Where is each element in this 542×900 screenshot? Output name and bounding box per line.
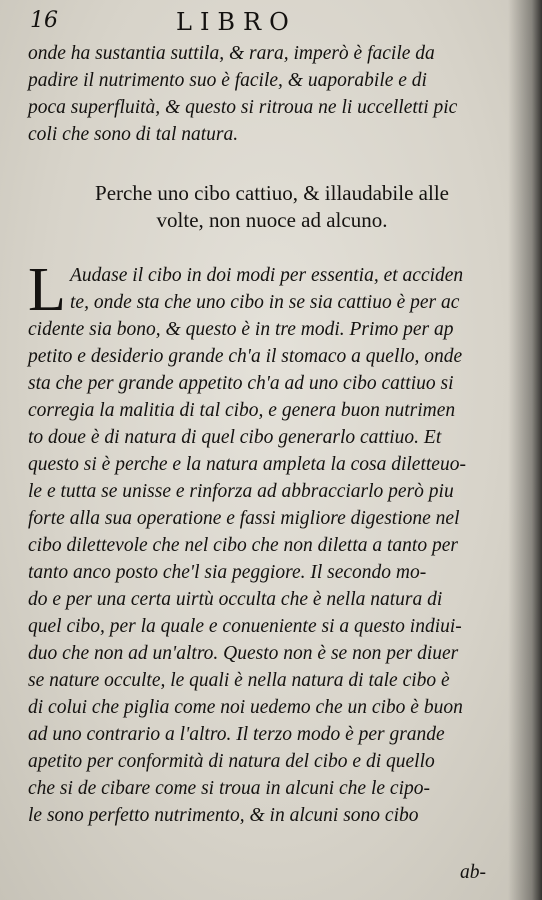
- chapter-heading: [28, 180, 516, 234]
- text-line: corregia la malitia di tal cibo, e genera buon nutrimen: [28, 400, 456, 421]
- text-line: di colui che piglia come noi uedemo che un cibo è buon: [28, 697, 463, 718]
- text-line: padire il nutrimento suo è facile, & uaporabile e di: [28, 70, 427, 91]
- text-line: quel cibo, per la quale e conueniente si a questo indiui-: [28, 616, 462, 637]
- text-line: cidente sia bono, & questo è in tre modi. Primo per ap: [28, 319, 454, 340]
- text-line: tanto anco posto che'l sia peggiore. Il secondo mo-: [28, 562, 427, 583]
- running-head: LIBRO: [176, 8, 297, 36]
- text-line: apetito per conformità di natura del cibo e di quello: [28, 751, 435, 772]
- text-line: coli che sono di tal natura.: [28, 124, 239, 145]
- catchword: ab-: [460, 862, 486, 883]
- page-header: [26, 8, 516, 34]
- text-line: to doue è di natura di quel cibo generarlo cattiuo. Et: [28, 427, 442, 448]
- text-line: poca superfluità, & questo si ritroua ne li uccelletti pic: [28, 97, 458, 118]
- text-line: forte alla sua operatione e fassi migliore digestione nel: [28, 508, 460, 529]
- top-paragraph: [28, 40, 516, 148]
- text-line: petito e desiderio grande ch'a il stomaco a quello, onde: [28, 346, 463, 367]
- drop-cap-initial: L: [28, 256, 66, 324]
- text-line: le sono perfetto nutrimento, & in alcuni sono cibo: [28, 805, 419, 826]
- page-number: 16: [30, 8, 58, 33]
- text-line: duo che non ad un'altro. Questo non è se non per diuer: [28, 643, 459, 664]
- text-line: che si de cibare come si troua in alcuni che le cipo-: [28, 778, 430, 799]
- text-line: do e per una certa uirtù occulta che è nella natura di: [28, 589, 443, 610]
- heading-line: volte, non nuoce ad alcuno.: [156, 208, 388, 232]
- heading-line: Perche uno cibo cattiuo, & illaudabile alle: [95, 181, 449, 205]
- text-line: questo si è perche e la natura ampleta la cosa diletteuo-: [28, 454, 466, 475]
- text-line: Audase il cibo in doi modi per essentia, et acciden: [70, 265, 464, 286]
- text-line: le e tutta se unisse e rinforza ad abbracciarlo però piu: [28, 481, 454, 502]
- text-line: se nature occulte, le quali è nella natura di tale cibo è: [28, 670, 450, 691]
- text-line: cibo dilettevole che nel cibo che non diletta a tanto per: [28, 535, 458, 556]
- text-line: onde ha sustantia suttila, & rara, imperò è facile da: [28, 43, 435, 64]
- text-line: ad uno contrario a l'altro. Il terzo modo è per grande: [28, 724, 445, 745]
- text-line: sta che per grande appetito ch'a ad uno cibo cattiuo si: [28, 373, 454, 394]
- text-line: te, onde sta che uno cibo in se sia cattiuo è per ac: [70, 292, 460, 313]
- body-paragraph: [28, 256, 516, 829]
